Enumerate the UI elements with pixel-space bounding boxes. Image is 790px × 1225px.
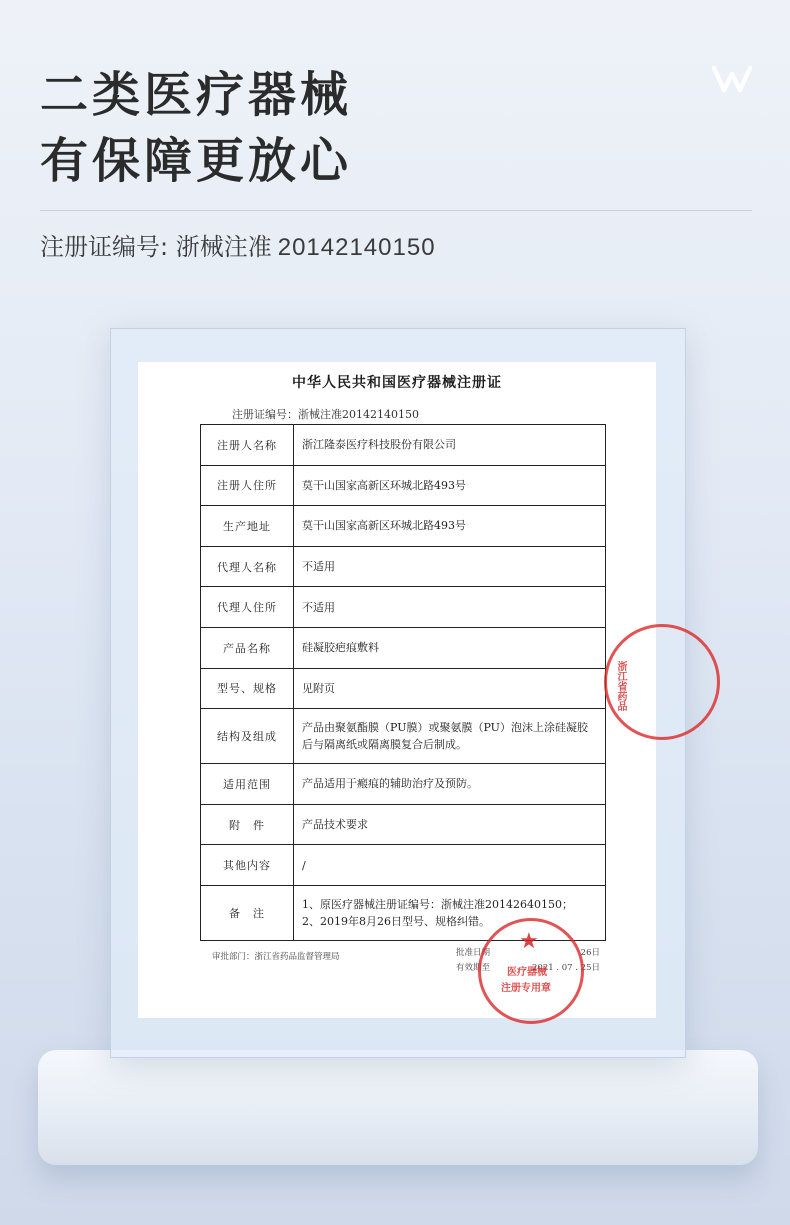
approval-date-label: 批准日期 — [456, 948, 491, 958]
headline-line-2: 有保障更放心 — [40, 133, 353, 189]
registration-number: 20142140150 — [277, 234, 436, 261]
row-label: 附 件 — [201, 804, 294, 845]
approval-dept: 审批部门：浙江省药品监督管理局 — [212, 952, 340, 962]
row-label: 备 注 — [201, 885, 294, 940]
certificate-paper — [138, 362, 656, 1018]
row-label: 其他内容 — [201, 845, 294, 886]
table-row — [201, 668, 606, 709]
row-value: 浙江隆泰医疗科技股份有限公司 — [294, 425, 606, 466]
certificate-title: 中华人民共和国医疗器械注册证 — [292, 375, 502, 391]
row-value: / — [294, 845, 606, 886]
row-value: 莫干山国家高新区环城北路493号 — [294, 506, 606, 547]
table-row — [201, 627, 606, 668]
row-value: 莫干山国家高新区环城北路493号 — [294, 465, 606, 506]
table-row — [201, 506, 606, 547]
row-value: 硅凝胶疤痕敷料 — [294, 627, 606, 668]
display-stand-base — [38, 1050, 758, 1165]
certificate-table — [200, 424, 606, 941]
table-row — [201, 465, 606, 506]
valid-date-label: 有效期至 — [456, 963, 491, 973]
table-row — [201, 709, 606, 764]
row-value: 产品技术要求 — [294, 804, 606, 845]
approval-date-unit: 日 — [591, 948, 600, 958]
registration-number-line — [40, 230, 436, 265]
seal-bottom-line-1: 医疗器械 — [507, 967, 547, 978]
row-label: 注册人住所 — [201, 465, 294, 506]
divider — [40, 210, 752, 211]
row-value: 不适用 — [294, 587, 606, 628]
table-row — [201, 764, 606, 805]
row-label: 生产地址 — [201, 506, 294, 547]
seal-bottom-line-2: 注册专用章 — [501, 983, 551, 994]
remark-line-2: 2、2019年8月26日型号、规格纠错。 — [302, 914, 490, 928]
official-seal-bottom — [478, 918, 584, 1024]
seal-star-icon: ★ — [519, 929, 539, 954]
headline — [40, 62, 352, 194]
headline-line-1: 二类医疗器械 — [40, 67, 353, 123]
brand-logo-icon — [712, 64, 752, 94]
valid-date-value: 2021 . 07 . 25 — [532, 963, 592, 973]
approval-date-value: 26 — [580, 948, 592, 958]
row-value: 产品由聚氨酯膜（PU膜）或聚氨膜（PU）泡沫上涂硅凝胶后与隔离纸或隔离膜复合后制成。 — [294, 709, 606, 764]
row-label: 型号、规格 — [201, 668, 294, 709]
table-row — [201, 587, 606, 628]
row-value: 产品适用于瘢痕的辅助治疗及预防。 — [294, 764, 606, 805]
valid-date-unit: 日 — [591, 963, 600, 973]
row-label: 适用范围 — [201, 764, 294, 805]
row-value: 见附页 — [294, 668, 606, 709]
table-row — [201, 425, 606, 466]
row-value: 不适用 — [294, 546, 606, 587]
registration-label: 注册证编号: 浙械注准 — [40, 233, 272, 261]
official-seal-right — [604, 624, 720, 740]
table-row — [201, 845, 606, 886]
seal-right-text: 浙江省药品 — [615, 661, 626, 711]
row-label: 代理人名称 — [201, 546, 294, 587]
row-label: 代理人住所 — [201, 587, 294, 628]
row-label: 注册人名称 — [201, 425, 294, 466]
row-label: 产品名称 — [201, 627, 294, 668]
table-row — [201, 546, 606, 587]
table-row — [201, 804, 606, 845]
row-label: 结构及组成 — [201, 709, 294, 764]
certificate-reg-no: 注册证编号：浙械注准20142140150 — [232, 408, 419, 421]
remark-line-1: 1、原医疗器械注册证编号：浙械注准20142640150； — [302, 897, 573, 911]
